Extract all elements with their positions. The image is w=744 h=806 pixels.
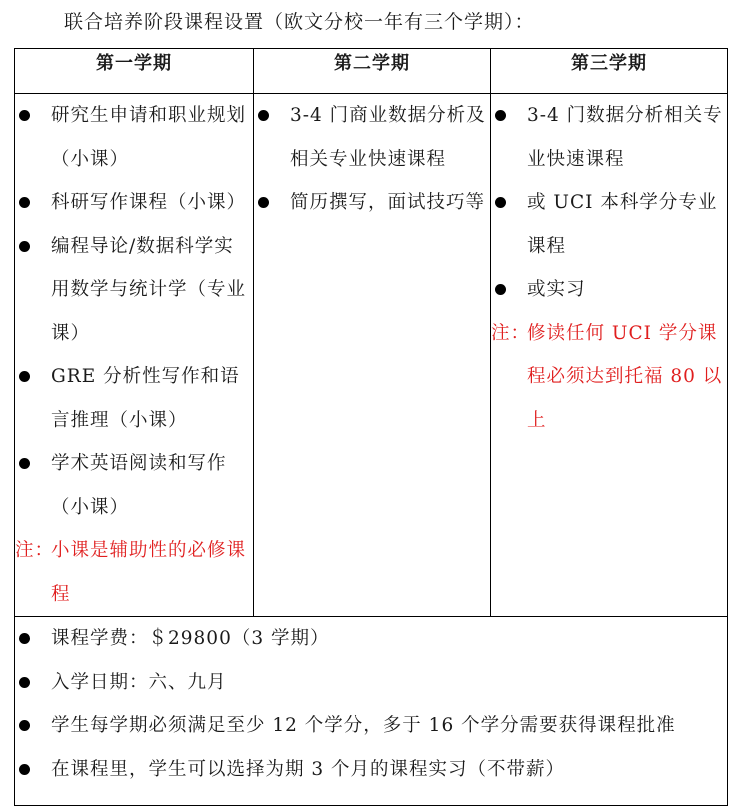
bullet-icon [19,371,30,382]
bullet-icon [19,110,30,121]
footer-item [15,661,727,705]
bullet-icon [19,633,30,644]
item-text: 简历撰写，面试技巧等 [290,192,486,213]
list-item [15,225,253,356]
footer-text: 在课程里，学生可以选择为期 3 个月的课程实习（不带薪） [51,758,566,780]
footer-row [15,617,728,806]
list-item [491,181,727,268]
bullet-icon [19,241,30,252]
list-item [254,94,490,181]
note-label: 注： [491,322,531,344]
list-item [491,94,727,181]
list-item [15,442,253,529]
footer-cell [15,617,728,806]
semester-3-header: 第三学期 [491,49,728,94]
semester-2-header: 第二学期 [254,49,491,94]
footer-item [15,704,727,748]
bullet-icon [258,197,269,208]
item-text: 或 UCI 本科学分专业课程 [527,192,718,257]
bullet-icon [19,764,30,775]
item-text: 3-4 门数据分析相关专业快速课程 [527,105,723,170]
item-text: 学术英语阅读和写作（小课） [51,453,227,518]
bullet-icon [19,720,30,731]
semester-1-note [15,529,253,616]
item-text: 编程导论/数据科学实用数学与统计学（专业课） [51,235,247,344]
list-item [15,355,253,442]
list-item [254,181,490,225]
item-text: 3-4 门商业数据分析及相关专业快速课程 [290,105,486,170]
semester-1-cell [15,94,254,617]
footer-text: 入学日期：六、九月 [51,671,227,693]
footer-item [15,748,727,792]
item-text: GRE 分析性写作和语言推理（小课） [51,366,240,431]
bullet-icon [19,677,30,688]
list-item [15,94,253,181]
item-text: 研究生申请和职业规划（小课） [51,105,247,170]
note-label: 注： [15,540,55,561]
bullet-icon [19,458,30,469]
body-row [15,94,728,617]
list-item [491,268,727,312]
bullet-icon [495,197,506,208]
footer-item [15,617,727,661]
semester-3-cell [491,94,728,617]
semester-2-cell [254,94,491,617]
list-item [15,181,253,225]
footer-text: 学生每学期必须满足至少 12 个学分，多于 16 个学分需要获得课程批准 [51,715,676,736]
bullet-icon [495,284,506,295]
note-text: 修读任何 UCI 学分课程必须达到托福 80 以上 [527,322,723,431]
footer-text: 课程学费：＄29800（3 学期） [51,628,330,649]
bullet-icon [19,197,30,208]
item-text: 或实习 [527,279,586,300]
semester-3-note [491,312,727,443]
bullet-icon [258,110,269,121]
page-title: 联合培养阶段课程设置（欧文分校一年有三个学期）： [64,11,535,33]
bullet-icon [495,110,506,121]
semester-1-header: 第一学期 [15,49,254,94]
note-text: 小课是辅助性的必修课程 [51,540,247,605]
schedule-table [14,48,728,806]
item-text: 科研写作课程（小课） [51,192,247,213]
header-row [15,49,728,94]
